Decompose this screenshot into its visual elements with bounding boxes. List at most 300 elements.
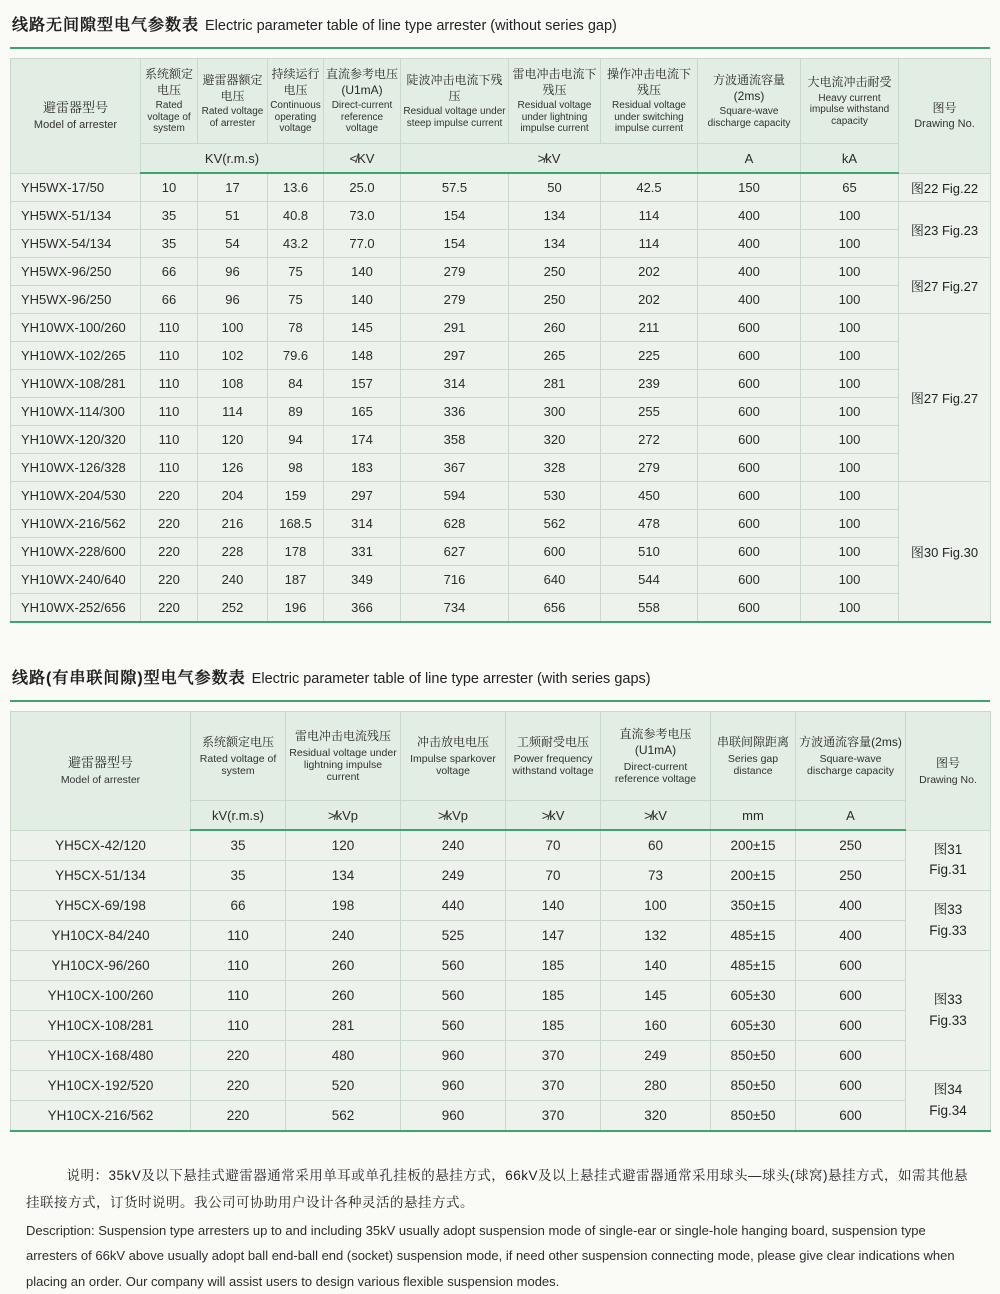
header-zh: 图号 bbox=[932, 100, 957, 115]
model-cell: YH10WX-240/640 bbox=[11, 566, 141, 594]
header-en: Residual voltage under lightning impulse current bbox=[517, 100, 592, 135]
value-cell: 25.0 bbox=[324, 173, 401, 202]
value-cell: 331 bbox=[324, 538, 401, 566]
header-zh: 工频耐受电压 bbox=[516, 735, 589, 750]
value-cell: 252 bbox=[198, 594, 268, 623]
value-cell: 640 bbox=[509, 566, 601, 594]
value-cell: 147 bbox=[506, 921, 601, 951]
col-header-drawing-no bbox=[906, 712, 991, 831]
value-cell: 314 bbox=[401, 370, 509, 398]
drawing-no-cell: 图22 Fig.22 bbox=[899, 173, 991, 202]
header-zh: 持续运行电压 bbox=[271, 67, 320, 97]
table-row bbox=[11, 981, 991, 1011]
table-row bbox=[11, 1041, 991, 1071]
table-row bbox=[11, 1011, 991, 1041]
value-cell: 600 bbox=[796, 1101, 906, 1132]
value-cell: 145 bbox=[324, 314, 401, 342]
value-cell: 716 bbox=[401, 566, 509, 594]
table-row bbox=[11, 258, 991, 286]
value-cell: 110 bbox=[141, 426, 198, 454]
col-header-impulse-sparkover-voltage bbox=[401, 712, 506, 801]
table-row bbox=[11, 230, 991, 258]
header-en: Drawing No. bbox=[914, 118, 975, 131]
value-cell: 13.6 bbox=[268, 173, 324, 202]
value-cell: 600 bbox=[509, 538, 601, 566]
value-cell: 297 bbox=[401, 342, 509, 370]
model-cell: YH5CX-51/134 bbox=[11, 861, 191, 891]
header-zh: 方波通流容量(2ms) bbox=[712, 72, 785, 103]
value-cell: 140 bbox=[601, 951, 711, 981]
header-zh: 直流参考电压(U1mA) bbox=[619, 727, 692, 757]
value-cell: 75 bbox=[268, 258, 324, 286]
value-cell: 178 bbox=[268, 538, 324, 566]
value-cell: 485±15 bbox=[711, 951, 796, 981]
value-cell: 140 bbox=[324, 286, 401, 314]
value-cell: 240 bbox=[401, 830, 506, 861]
model-cell: YH10WX-204/530 bbox=[11, 482, 141, 510]
value-cell: 120 bbox=[286, 830, 401, 861]
value-cell: 35 bbox=[191, 830, 286, 861]
header-zh: 方波通流容量(2ms) bbox=[799, 735, 902, 750]
divider-rule bbox=[10, 700, 990, 702]
value-cell: 220 bbox=[191, 1071, 286, 1101]
value-cell: 478 bbox=[601, 510, 698, 538]
drawing-no-cell: 图27 Fig.27 bbox=[899, 258, 991, 314]
value-cell: 100 bbox=[198, 314, 268, 342]
value-cell: 100 bbox=[801, 510, 899, 538]
value-cell: 100 bbox=[801, 258, 899, 286]
value-cell: 70 bbox=[506, 861, 601, 891]
unit-cell: A bbox=[698, 144, 801, 174]
value-cell: 110 bbox=[191, 1011, 286, 1041]
value-cell: 154 bbox=[401, 202, 509, 230]
value-cell: 960 bbox=[401, 1101, 506, 1132]
value-cell: 328 bbox=[509, 454, 601, 482]
value-cell: 157 bbox=[324, 370, 401, 398]
value-cell: 350±15 bbox=[711, 891, 796, 921]
header-zh: 图号 bbox=[935, 755, 960, 770]
table1-title-en: Electric parameter table of line type arrester (without series gap) bbox=[205, 18, 617, 34]
value-cell: 560 bbox=[401, 1011, 506, 1041]
unit-cell: ≯kV bbox=[506, 801, 601, 831]
table-row bbox=[11, 454, 991, 482]
value-cell: 558 bbox=[601, 594, 698, 623]
value-cell: 96 bbox=[198, 286, 268, 314]
value-cell: 185 bbox=[506, 951, 601, 981]
header-zh: 避雷器额定电压 bbox=[202, 72, 263, 103]
value-cell: 198 bbox=[286, 891, 401, 921]
value-cell: 100 bbox=[801, 398, 899, 426]
value-cell: 600 bbox=[698, 594, 801, 623]
header-zh: 雷电冲击电流残压 bbox=[294, 729, 391, 744]
value-cell: 605±30 bbox=[711, 981, 796, 1011]
model-cell: YH10CX-100/260 bbox=[11, 981, 191, 1011]
value-cell: 196 bbox=[268, 594, 324, 623]
col-header-drawing-no bbox=[899, 59, 991, 174]
drawing-no-cell: 图33 Fig.33 bbox=[906, 891, 991, 951]
value-cell: 249 bbox=[601, 1041, 711, 1071]
value-cell: 140 bbox=[324, 258, 401, 286]
value-cell: 250 bbox=[796, 861, 906, 891]
header-zh: 陡波冲击电流下残压 bbox=[406, 72, 503, 103]
value-cell: 530 bbox=[509, 482, 601, 510]
unit-cell: A bbox=[796, 801, 906, 831]
value-cell: 594 bbox=[401, 482, 509, 510]
model-cell: YH5CX-69/198 bbox=[11, 891, 191, 921]
col-header-series-gap-distance bbox=[711, 712, 796, 801]
header-en: Residual voltage under lightning impulse current bbox=[289, 746, 397, 783]
header-en: Square-wave discharge capacity bbox=[807, 752, 894, 777]
table-row bbox=[11, 830, 991, 861]
header-zh: 大电流冲击耐受 bbox=[807, 74, 892, 89]
value-cell: 202 bbox=[601, 258, 698, 286]
value-cell: 100 bbox=[801, 314, 899, 342]
value-cell: 168.5 bbox=[268, 510, 324, 538]
value-cell: 84 bbox=[268, 370, 324, 398]
value-cell: 100 bbox=[801, 370, 899, 398]
header-en: Impulse sparkover voltage bbox=[410, 752, 496, 777]
value-cell: 134 bbox=[286, 861, 401, 891]
value-cell: 349 bbox=[324, 566, 401, 594]
header-en: Model of arrester bbox=[60, 774, 141, 787]
header-zh: 操作冲击电流下残压 bbox=[606, 67, 691, 97]
value-cell: 10 bbox=[141, 173, 198, 202]
value-cell: 126 bbox=[198, 454, 268, 482]
value-cell: 281 bbox=[509, 370, 601, 398]
value-cell: 50 bbox=[509, 173, 601, 202]
col-header-dc-reference-voltage bbox=[601, 712, 711, 801]
value-cell: 560 bbox=[401, 951, 506, 981]
header-zh: 雷电冲击电流下残压 bbox=[512, 67, 597, 97]
col-header-system-rated-voltage bbox=[191, 712, 286, 801]
table-row bbox=[11, 482, 991, 510]
value-cell: 600 bbox=[698, 398, 801, 426]
value-cell: 42.5 bbox=[601, 173, 698, 202]
value-cell: 240 bbox=[198, 566, 268, 594]
col-header-lightning-residual-voltage bbox=[509, 59, 601, 144]
value-cell: 600 bbox=[698, 566, 801, 594]
value-cell: 100 bbox=[801, 454, 899, 482]
value-cell: 66 bbox=[141, 258, 198, 286]
value-cell: 260 bbox=[286, 981, 401, 1011]
footer-notes bbox=[10, 1162, 990, 1294]
table1-title-zh: 线路无间隙型电气参数表 bbox=[12, 17, 200, 34]
value-cell: 100 bbox=[801, 538, 899, 566]
value-cell: 187 bbox=[268, 566, 324, 594]
value-cell: 485±15 bbox=[711, 921, 796, 951]
model-cell: YH5WX-51/134 bbox=[11, 202, 141, 230]
value-cell: 600 bbox=[698, 314, 801, 342]
col-header-arrester-rated-voltage bbox=[198, 59, 268, 144]
value-cell: 110 bbox=[191, 981, 286, 1011]
value-cell: 159 bbox=[268, 482, 324, 510]
value-cell: 600 bbox=[698, 482, 801, 510]
value-cell: 150 bbox=[698, 173, 801, 202]
value-cell: 314 bbox=[324, 510, 401, 538]
model-cell: YH5WX-54/134 bbox=[11, 230, 141, 258]
value-cell: 281 bbox=[286, 1011, 401, 1041]
value-cell: 370 bbox=[506, 1071, 601, 1101]
drawing-no-cell: 图23 Fig.23 bbox=[899, 202, 991, 258]
value-cell: 78 bbox=[268, 314, 324, 342]
value-cell: 100 bbox=[801, 202, 899, 230]
value-cell: 98 bbox=[268, 454, 324, 482]
value-cell: 249 bbox=[401, 861, 506, 891]
table1-body bbox=[11, 173, 991, 622]
header-en: Direct-current reference voltage bbox=[331, 100, 393, 135]
value-cell: 605±30 bbox=[711, 1011, 796, 1041]
value-cell: 60 bbox=[601, 830, 711, 861]
value-cell: 165 bbox=[324, 398, 401, 426]
value-cell: 400 bbox=[698, 258, 801, 286]
value-cell: 600 bbox=[698, 454, 801, 482]
value-cell: 600 bbox=[796, 951, 906, 981]
col-header-dc-reference-voltage bbox=[324, 59, 401, 144]
header-zh: 避雷器型号 bbox=[67, 755, 133, 771]
value-cell: 400 bbox=[796, 891, 906, 921]
value-cell: 110 bbox=[141, 398, 198, 426]
value-cell: 220 bbox=[141, 566, 198, 594]
model-cell: YH10WX-252/656 bbox=[11, 594, 141, 623]
col-header-power-frequency-withstand bbox=[506, 712, 601, 801]
value-cell: 240 bbox=[286, 921, 401, 951]
col-header-model bbox=[11, 712, 191, 831]
value-cell: 960 bbox=[401, 1071, 506, 1101]
value-cell: 220 bbox=[191, 1041, 286, 1071]
value-cell: 211 bbox=[601, 314, 698, 342]
value-cell: 440 bbox=[401, 891, 506, 921]
value-cell: 250 bbox=[509, 286, 601, 314]
col-header-heavy-current-withstand bbox=[801, 59, 899, 144]
value-cell: 544 bbox=[601, 566, 698, 594]
value-cell: 185 bbox=[506, 1011, 601, 1041]
value-cell: 114 bbox=[601, 230, 698, 258]
table-row bbox=[11, 891, 991, 921]
value-cell: 100 bbox=[801, 594, 899, 623]
value-cell: 145 bbox=[601, 981, 711, 1011]
value-cell: 100 bbox=[601, 891, 711, 921]
header-en: Heavy current impulse withstand capacity bbox=[809, 92, 890, 127]
value-cell: 35 bbox=[191, 861, 286, 891]
value-cell: 291 bbox=[401, 314, 509, 342]
model-cell: YH10WX-228/600 bbox=[11, 538, 141, 566]
table-row bbox=[11, 370, 991, 398]
model-cell: YH10WX-120/320 bbox=[11, 426, 141, 454]
value-cell: 132 bbox=[601, 921, 711, 951]
value-cell: 600 bbox=[698, 370, 801, 398]
value-cell: 96 bbox=[198, 258, 268, 286]
table-row bbox=[11, 951, 991, 981]
unit-cell: ≯kVp bbox=[401, 801, 506, 831]
value-cell: 66 bbox=[141, 286, 198, 314]
model-cell: YH5WX-17/50 bbox=[11, 173, 141, 202]
value-cell: 560 bbox=[401, 981, 506, 1011]
footer-note-en: Description: Suspension type arresters up to and including 35kV usually adopt suspension mode of single-ear or single-hole hanging board, suspension type arresters of 66kV above usually adopt ball end-ball end (socket) suspension mode, if need other suspension connecting mode, please give clear indications when placing an order. Our company will assist users to design various flexible suspension modes. bbox=[26, 1223, 955, 1289]
value-cell: 562 bbox=[286, 1101, 401, 1132]
divider-rule bbox=[10, 47, 990, 49]
model-cell: YH10WX-126/328 bbox=[11, 454, 141, 482]
value-cell: 400 bbox=[698, 230, 801, 258]
unit-cell: ≯kV bbox=[401, 144, 698, 174]
value-cell: 75 bbox=[268, 286, 324, 314]
model-cell: YH10CX-168/480 bbox=[11, 1041, 191, 1071]
value-cell: 110 bbox=[141, 314, 198, 342]
header-en: Rated voltage of system bbox=[199, 752, 277, 777]
value-cell: 110 bbox=[191, 921, 286, 951]
value-cell: 600 bbox=[698, 342, 801, 370]
value-cell: 358 bbox=[401, 426, 509, 454]
value-cell: 51 bbox=[198, 202, 268, 230]
model-cell: YH5WX-96/250 bbox=[11, 258, 141, 286]
value-cell: 279 bbox=[401, 286, 509, 314]
header-zh: 避雷器型号 bbox=[42, 99, 108, 115]
unit-cell: mm bbox=[711, 801, 796, 831]
header-en: Residual voltage under steep impulse current bbox=[403, 106, 506, 129]
table-row bbox=[11, 202, 991, 230]
value-cell: 336 bbox=[401, 398, 509, 426]
table-row bbox=[11, 173, 991, 202]
value-cell: 600 bbox=[796, 1041, 906, 1071]
value-cell: 110 bbox=[141, 342, 198, 370]
unit-cell: ≯kV bbox=[601, 801, 711, 831]
value-cell: 250 bbox=[796, 830, 906, 861]
value-cell: 279 bbox=[601, 454, 698, 482]
value-cell: 100 bbox=[801, 230, 899, 258]
value-cell: 73 bbox=[601, 861, 711, 891]
value-cell: 94 bbox=[268, 426, 324, 454]
value-cell: 250 bbox=[509, 258, 601, 286]
value-cell: 100 bbox=[801, 426, 899, 454]
value-cell: 174 bbox=[324, 426, 401, 454]
value-cell: 110 bbox=[191, 951, 286, 981]
value-cell: 450 bbox=[601, 482, 698, 510]
value-cell: 300 bbox=[509, 398, 601, 426]
header-en: Drawing No. bbox=[919, 773, 977, 786]
table-row bbox=[11, 538, 991, 566]
table2-title bbox=[12, 665, 990, 688]
value-cell: 600 bbox=[796, 981, 906, 1011]
footer-note-zh: 说明：35kV及以下悬挂式避雷器通常采用单耳或单孔挂板的悬挂方式，66kV及以上悬挂式避雷器通常采用球头—球头(球窝)悬挂方式，如需其他悬挂联接方式，订货时说明。我公司可协助用户设计各种灵活的悬挂方式。 bbox=[26, 1168, 969, 1210]
table-row bbox=[11, 921, 991, 951]
table-row bbox=[11, 398, 991, 426]
table-row bbox=[11, 314, 991, 342]
value-cell: 960 bbox=[401, 1041, 506, 1071]
value-cell: 260 bbox=[286, 951, 401, 981]
col-header-steep-residual-voltage bbox=[401, 59, 509, 144]
value-cell: 148 bbox=[324, 342, 401, 370]
header-zh: 冲击放电电压 bbox=[416, 735, 489, 750]
table-row bbox=[11, 286, 991, 314]
value-cell: 66 bbox=[191, 891, 286, 921]
unit-cell: KV(r.m.s) bbox=[141, 144, 324, 174]
value-cell: 525 bbox=[401, 921, 506, 951]
value-cell: 265 bbox=[509, 342, 601, 370]
col-header-switching-residual-voltage bbox=[601, 59, 698, 144]
drawing-no-cell: 图27 Fig.27 bbox=[899, 314, 991, 482]
header-en: Direct-current reference voltage bbox=[614, 760, 697, 785]
value-cell: 520 bbox=[286, 1071, 401, 1101]
drawing-no-cell: 图34 Fig.34 bbox=[906, 1071, 991, 1132]
value-cell: 297 bbox=[324, 482, 401, 510]
value-cell: 279 bbox=[401, 258, 509, 286]
value-cell: 160 bbox=[601, 1011, 711, 1041]
value-cell: 204 bbox=[198, 482, 268, 510]
value-cell: 600 bbox=[698, 510, 801, 538]
value-cell: 35 bbox=[141, 202, 198, 230]
value-cell: 40.8 bbox=[268, 202, 324, 230]
model-cell: YH10WX-216/562 bbox=[11, 510, 141, 538]
value-cell: 220 bbox=[141, 510, 198, 538]
table-row bbox=[11, 566, 991, 594]
unit-cell: kA bbox=[801, 144, 899, 174]
value-cell: 734 bbox=[401, 594, 509, 623]
value-cell: 656 bbox=[509, 594, 601, 623]
col-header-model bbox=[11, 59, 141, 174]
table-row bbox=[11, 861, 991, 891]
header-zh: 串联间隙距离 bbox=[716, 735, 789, 750]
value-cell: 154 bbox=[401, 230, 509, 258]
value-cell: 367 bbox=[401, 454, 509, 482]
value-cell: 366 bbox=[324, 594, 401, 623]
header-en: Series gap distance bbox=[727, 752, 779, 777]
value-cell: 65 bbox=[801, 173, 899, 202]
value-cell: 114 bbox=[601, 202, 698, 230]
header-en: Continuous operating voltage bbox=[270, 100, 321, 135]
unit-cell: kV(r.m.s) bbox=[191, 801, 286, 831]
value-cell: 100 bbox=[801, 566, 899, 594]
col-header-lightning-residual-voltage bbox=[286, 712, 401, 801]
header-en: Model of arrester bbox=[33, 118, 118, 131]
model-cell: YH10WX-102/265 bbox=[11, 342, 141, 370]
value-cell: 57.5 bbox=[401, 173, 509, 202]
value-cell: 110 bbox=[141, 454, 198, 482]
value-cell: 120 bbox=[198, 426, 268, 454]
unit-cell: ≯kVp bbox=[286, 801, 401, 831]
table1-header bbox=[11, 59, 991, 174]
value-cell: 850±50 bbox=[711, 1071, 796, 1101]
model-cell: YH10CX-84/240 bbox=[11, 921, 191, 951]
value-cell: 35 bbox=[141, 230, 198, 258]
value-cell: 400 bbox=[698, 202, 801, 230]
value-cell: 260 bbox=[509, 314, 601, 342]
value-cell: 220 bbox=[141, 594, 198, 623]
table2-title-en: Electric parameter table of line type arrester (with series gaps) bbox=[251, 671, 651, 687]
value-cell: 140 bbox=[506, 891, 601, 921]
model-cell: YH10CX-96/260 bbox=[11, 951, 191, 981]
table-row bbox=[11, 1071, 991, 1101]
table-row bbox=[11, 1101, 991, 1132]
drawing-no-cell: 图31 Fig.31 bbox=[906, 830, 991, 891]
col-header-square-wave-capacity bbox=[796, 712, 906, 801]
value-cell: 73.0 bbox=[324, 202, 401, 230]
table2-body bbox=[11, 830, 991, 1131]
value-cell: 77.0 bbox=[324, 230, 401, 258]
value-cell: 850±50 bbox=[711, 1101, 796, 1132]
value-cell: 600 bbox=[698, 538, 801, 566]
table-row bbox=[11, 426, 991, 454]
value-cell: 562 bbox=[509, 510, 601, 538]
table2-header bbox=[11, 712, 991, 831]
value-cell: 850±50 bbox=[711, 1041, 796, 1071]
value-cell: 600 bbox=[698, 426, 801, 454]
value-cell: 114 bbox=[198, 398, 268, 426]
value-cell: 400 bbox=[698, 286, 801, 314]
value-cell: 100 bbox=[801, 482, 899, 510]
value-cell: 220 bbox=[141, 538, 198, 566]
drawing-no-cell: 图30 Fig.30 bbox=[899, 482, 991, 623]
header-zh: 直流参考电压(U1mA) bbox=[326, 67, 399, 97]
value-cell: 79.6 bbox=[268, 342, 324, 370]
